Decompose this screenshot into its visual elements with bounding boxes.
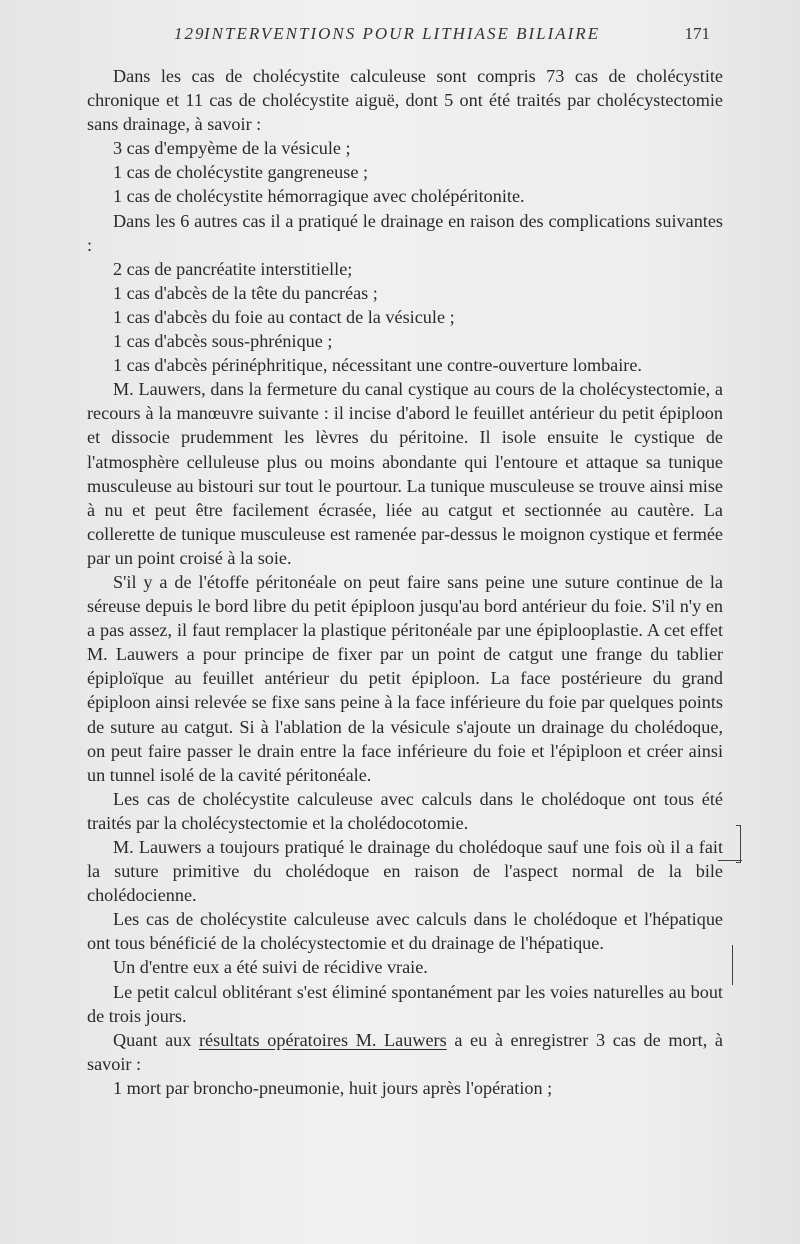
list-item: 1 cas d'abcès périnéphritique, nécessitant une contre-ouverture lombaire. [113, 355, 642, 376]
underlined-phrase: résultats opératoires M. Lauwers [199, 1029, 447, 1050]
paragraph: Les cas de cholécystite calculeuse avec calculs dans le cholédoque et l'hépatique ont tous bénéficié de la cholécystectomie et du drainage de l'hépatique. [87, 909, 723, 954]
section-number: 129 [174, 24, 206, 43]
margin-bracket-mark [736, 825, 741, 863]
list-item: 1 cas de cholécystite gangreneuse ; [113, 162, 369, 183]
list-item: 2 cas de pancréatite interstitielle; [113, 258, 353, 279]
paragraph: Un d'entre eux a été suivi de récidive vraie. [113, 957, 428, 978]
paragraph: M. Lauwers, dans la fermeture du canal cystique au cours de la cholécystectomie, a recours à la manœuvre suivante : il incise d'abord le feuillet antérieur du petit épiploon et dissocie prudemment les lèvres du péritoine. Il isole ensuite le cystique de l'atmosphère celluleuse plus ou moins abondante qui l'entoure et attaque sa tunique musculeuse au bistouri sur tout le pourtour. La tunique musculeuse se trouve ainsi mise à nu et peut être facilement écrasée, liée au catgut et sectionnée au cautère. La collerette de tunique musculeuse est ramenée par-dessus le moignon cystique et fermée par un point croisé à la soie. [87, 379, 723, 568]
page-number: 171 [684, 24, 710, 43]
paragraph: S'il y a de l'étoffe péritonéale on peut faire sans peine une suture continue de la séreuse depuis le bord libre du petit épiploon jusqu'au bord antérieur du foie. S'il n'y en a pas assez, il faut remplacer la plastique péritonéale par une épiplooplastie. A cet effet M. Lauwers a pour principe de fixer par un point de catgut une frange du tablier épiploïque au feuillet antérieur du petit épiploon. La face postérieure du grand épiploon ainsi relevée se fixe sans peine à la face inférieure du foie par quelques points de suture au catgut. Si à l'ablation de la vésicule s'ajoute un drainage du cholédoque, on peut faire passer le drain entre la face inférieure du foie et l'épiploon et créer ainsi un tunnel isolé de la cavité péritonéale. [87, 571, 723, 785]
paragraph: M. Lauwers a toujours pratiqué le drainage du cholédoque sauf une fois où il a fait la suture primitive du cholédoque en raison de l'aspect normal de la bile cholédocienne. [87, 837, 723, 906]
running-title: INTERVENTIONS POUR LITHIASE BILIAIRE [204, 24, 601, 43]
list-item: 1 cas de cholécystite hémorragique avec cholépéritonite. [113, 186, 525, 207]
running-header [174, 24, 710, 48]
list-item: 1 cas d'abcès sous-phrénique ; [113, 331, 333, 352]
list-item: 1 cas d'abcès de la tête du pancréas ; [113, 282, 378, 303]
list-item: 1 mort par broncho-pneumonie, huit jours après l'opération ; [113, 1077, 553, 1098]
list-item: 3 cas d'empyème de la vésicule ; [113, 138, 351, 159]
paragraph: Les cas de cholécystite calculeuse avec calculs dans le cholédoque ont tous été traités par la cholécystectomie et la cholédocotomie. [87, 788, 723, 833]
paragraph: Le petit calcul oblitérant s'est éliminé spontanément par les voies naturelles au bout de trois jours. [87, 981, 723, 1026]
paragraph: Quant aux résultats opératoires M. Lauwers a eu à enregistrer 3 cas de mort, à savoir : [87, 1029, 723, 1074]
body-text [87, 64, 723, 1100]
margin-dash-mark [718, 860, 742, 861]
list-item: 1 cas d'abcès du foie au contact de la vésicule ; [113, 306, 455, 327]
paragraph: Dans les cas de cholécystite calculeuse sont compris 73 cas de cholécystite chronique et 11 cas de cholécystite aiguë, dont 5 ont été traités par cholécystectomie sans drainage, à savoir : [87, 66, 723, 135]
margin-bracket-mark [728, 945, 733, 985]
paragraph: Dans les 6 autres cas il a pratiqué le drainage en raison des complications suivantes : [87, 210, 723, 255]
